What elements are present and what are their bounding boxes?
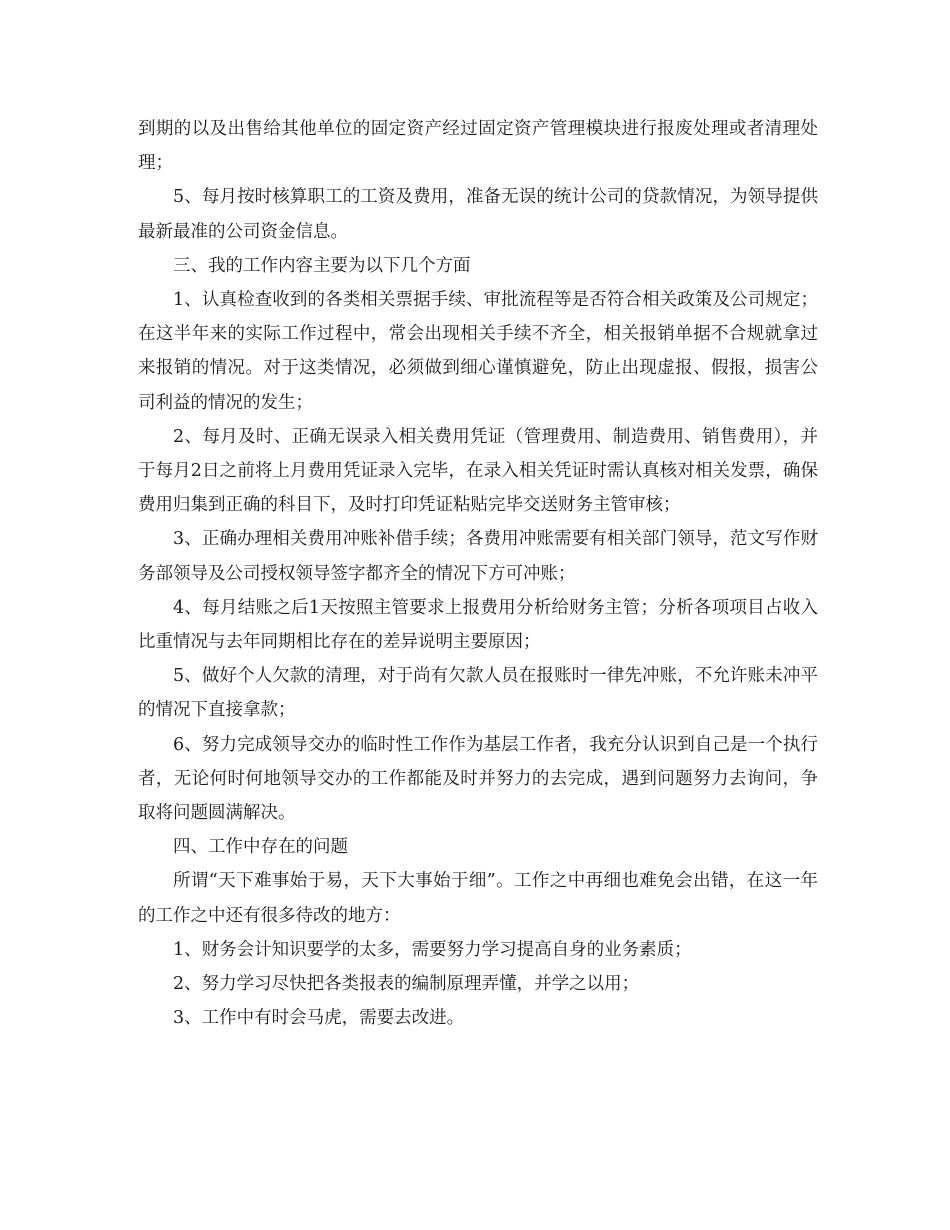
paragraph-14: 3、工作中有时会马虎，需要去改进。 bbox=[173, 1008, 465, 1029]
paragraph-6: 3、正确办理相关费用冲账补借手续；各费用冲账需要有相关部门领导，范文写作财务部领导及公司授权领导签字都齐全的情况下方可冲账； bbox=[138, 529, 818, 584]
paragraph-1: 到期的以及出售给其他单位的固定资产经过固定资产管理模块进行报废处理或者清理处理； bbox=[138, 119, 818, 174]
paragraph-12: 1、财务会计知识要学的太多，需要努力学习提高自身的业务素质； bbox=[173, 939, 692, 960]
paragraph-5: 2、每月及时、正确无误录入相关费用凭证（管理费用、制造费用、销售费用），并于每月2日之前将上月费用凭证录入完毕，在录入相关凭证时需认真核对相关发票，确保费用归集到正确的科目下，及时打印凭证粘贴完毕交送财务主管审核； bbox=[138, 426, 818, 516]
paragraph-9: 6、努力完成领导交办的临时性工作作为基层工作者，我充分认识到自己是一个执行者，无论何时何地领导交办的工作都能及时并努力的去完成，遇到问题努力去询问，争取将问题圆满解决。 bbox=[138, 734, 818, 824]
paragraph-13: 2、努力学习尽快把各类报表的编制原理弄懂，并学之以用； bbox=[173, 974, 640, 995]
document-body bbox=[138, 112, 818, 1035]
section-heading-4: 四、工作中存在的问题 bbox=[173, 837, 348, 858]
paragraph-2: 5、每月按时核算职工的工资及费用，准备无误的统计公司的贷款情况，为领导提供最新最准的公司资金信息。 bbox=[138, 187, 818, 242]
paragraph-7: 4、每月结账之后1天按照主管要求上报费用分析给财务主管；分析各项项目占收入比重情况与去年同期相比存在的差异说明主要原因； bbox=[138, 597, 818, 653]
paragraph-4: 1、认真检查收到的各类相关票据手续、审批流程等是否符合相关政策及公司规定；在这半年来的实际工作过程中，常会出现相关手续不齐全，相关报销单据不合规就拿过来报销的情况。对于这类情况，必须做到细心谨慎避免，防止出现虚报、假报，损害公司利益的情况的发生； bbox=[138, 290, 818, 413]
paragraph-11: 所谓“天下难事始于易，天下大事始于细”。工作之中再细也难免会出错，在这一年的工作之中还有很多待改的地方： bbox=[138, 871, 818, 926]
paragraph-8: 5、做好个人欠款的清理，对于尚有欠款人员在报账时一律先冲账，不允许账未冲平的情况下直接拿款； bbox=[138, 666, 818, 721]
section-heading-3: 三、我的工作内容主要为以下几个方面 bbox=[173, 255, 471, 276]
